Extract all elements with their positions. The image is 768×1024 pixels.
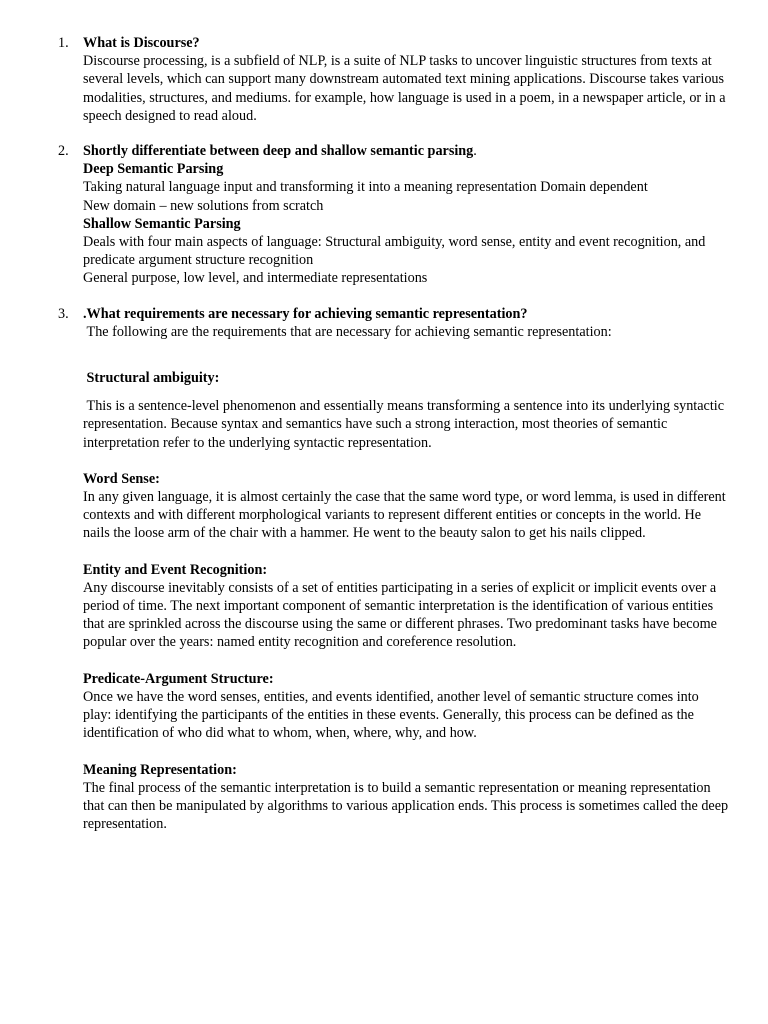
shallow-parsing-text: Deals with four main aspects of language: Structural ambiguity, word sense, entity and event recognition, and predicate argument structure recognition [83, 234, 706, 269]
question-heading: What is Discourse? [83, 35, 200, 51]
deep-parsing-text: Taking natural language input and transforming it into a meaning representation Domain dependent [83, 179, 648, 196]
list-item-deep-vs-shallow [0, 142, 768, 288]
entity-event-text: Any discourse inevitably consists of a set of entities participating in a series of explicit or implicit events over a period of time. The next important component of semantic interpretation is the identification of various entities that are sprinkled across the discourse using the same or different phrases. Two predominant tasks have become popular over the years: named entity recognition and coreference resolution. [83, 579, 717, 651]
question-heading-line [83, 142, 730, 160]
question-heading: Shortly differentiate between deep and shallow semantic parsing [83, 143, 474, 160]
document-page [0, 34, 768, 833]
word-sense-heading: Word Sense: [83, 470, 160, 487]
answer-paragraph: Discourse processing, is a subfield of NLP, is a suite of NLP tasks to uncover linguistic structures from texts at several levels, which can support many downstream automated text mining applications. Discourse takes various modalities, structures, and mediums. for example, how language is used in a poem, in a newspaper article, or in a speech designed to read aloud. [83, 53, 726, 124]
list-number: 3. [58, 305, 69, 322]
list-item-what-is-discourse [0, 34, 768, 125]
meaning-representation-text: The final process of the semantic interpretation is to build a semantic representation or meaning representation that can then be manipulated by algorithms to various application ends. This process is sometimes called the deep representation. [83, 779, 729, 833]
requirements-intro: The following are the requirements that are necessary for achieving semantic representation: [83, 323, 612, 340]
structural-ambiguity-text: This is a sentence-level phenomenon and essentially means transforming a sentence into its underlying syntactic representation. Because syntax and semantics have such a strong interaction, most theories of semantic interpretation refer to the underlying syntactic representation. [83, 398, 728, 451]
list-number: 2. [58, 143, 69, 160]
heading-period: . [473, 143, 477, 160]
word-sense-text: In any given language, it is almost certainly the case that the same word type, or word lemma, is used in different contexts and with different morphological variants to represent different entities or concepts in the world. He nails the loose arm of the chair with a hammer. He went to the beauty salon to get his nails clipped. [83, 489, 726, 542]
predicate-argument-text: Once we have the word senses, entities, and events identified, another level of semantic structure comes into play: identifying the participants of the entities in these events. Generally, this process can be defined as the identification of who did what to whom, when, where, why, and how. [83, 688, 699, 742]
shallow-parsing-heading: Shallow Semantic Parsing [83, 215, 241, 232]
entity-event-heading: Entity and Event Recognition: [83, 561, 268, 578]
list-item-requirements [0, 305, 768, 834]
deep-parsing-text-2: New domain – new solutions from scratch [83, 197, 324, 214]
structural-ambiguity-heading: Structural ambiguity: [83, 370, 220, 387]
list-number: 1. [58, 35, 69, 51]
question-heading: .What requirements are necessary for achieving semantic representation? [83, 305, 528, 322]
predicate-argument-heading: Predicate-Argument Structure: [83, 670, 274, 687]
shallow-parsing-text-2: General purpose, low level, and intermediate representations [83, 270, 428, 287]
meaning-representation-heading: Meaning Representation: [83, 761, 237, 778]
deep-parsing-heading: Deep Semantic Parsing [83, 161, 224, 178]
